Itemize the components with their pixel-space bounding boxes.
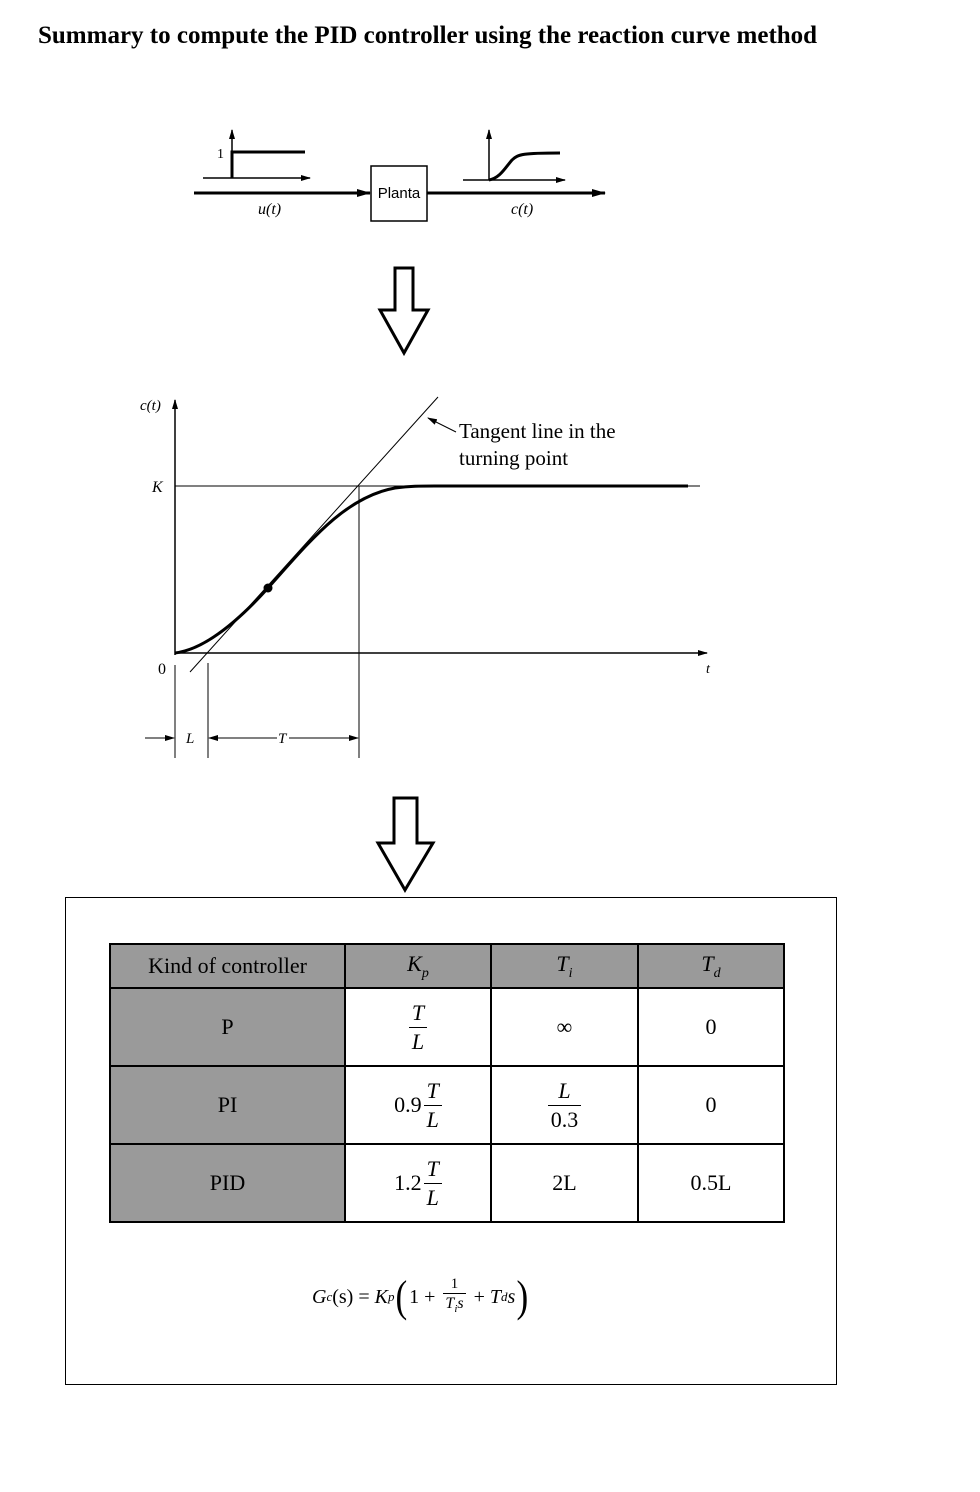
formula-td-s: s [507, 1285, 516, 1308]
output-response-plot [463, 130, 565, 180]
header-kp-main: K [407, 950, 422, 976]
formula-frac-num: 1 [443, 1275, 465, 1294]
kp-denominator: L [426, 1106, 439, 1132]
down-arrow-icon [380, 268, 428, 353]
header-ti-sub: i [568, 965, 573, 981]
steady-value-label: K [152, 479, 163, 496]
tangent-line [190, 397, 438, 672]
formula-td-sub: d [501, 1289, 508, 1304]
y-axis-label: c(t) [140, 398, 161, 414]
table-row [110, 988, 784, 1066]
plant-label: Planta [377, 185, 421, 202]
row-td: 0 [638, 1066, 784, 1144]
ti-fraction [548, 1077, 582, 1134]
kp-denominator: L [426, 1184, 439, 1210]
header-kind-label: Kind of controller [148, 953, 307, 978]
formula-td-t: T [489, 1285, 502, 1308]
kp-denominator: L [411, 1028, 425, 1054]
header-td-main: T [701, 950, 714, 976]
page-title: Summary to compute the PID controller using the reaction curve method [38, 22, 818, 49]
formula-plus: + [468, 1285, 490, 1308]
row-kp [345, 988, 491, 1066]
kp-fraction [409, 999, 427, 1056]
row-kind: P [110, 988, 345, 1066]
formula-k-sub: p [387, 1289, 395, 1304]
header-kp [345, 944, 491, 988]
kp-fraction [424, 1155, 442, 1212]
table-row [110, 1066, 784, 1144]
header-ti [491, 944, 638, 988]
row-td: 0 [638, 988, 784, 1066]
kp-coefficient: 1.2 [394, 1170, 422, 1195]
reaction-curve-graph [140, 397, 711, 758]
row-ti [491, 1066, 638, 1144]
row-kind: PID [110, 1144, 345, 1222]
ti-numerator: L [548, 1077, 582, 1106]
tangent-annotation-line2: turning point [459, 446, 569, 470]
formula-fraction [443, 1275, 465, 1319]
kp-numerator: T [409, 999, 427, 1028]
formula-frac-den-s: s [457, 1295, 464, 1312]
response-curve [175, 486, 688, 653]
kp-numerator: T [424, 1155, 442, 1184]
down-arrow-icon [378, 798, 433, 890]
formula-frac-den [443, 1294, 465, 1319]
formula-frac-den-sub: i [454, 1303, 458, 1315]
output-signal-label: c(t) [511, 201, 534, 218]
delay-label: L [186, 731, 195, 747]
header-kp-sub: p [421, 965, 429, 981]
tuning-table [109, 943, 785, 1223]
row-kp [345, 1144, 491, 1222]
formula-g-sub: c [326, 1289, 333, 1304]
formula-lhs-rest: (s) = [332, 1285, 375, 1308]
input-signal-label: u(t) [258, 201, 282, 218]
row-kind: PI [110, 1066, 345, 1144]
block-diagram [194, 130, 605, 221]
kp-fraction [424, 1077, 442, 1134]
formula-g: G [312, 1285, 327, 1308]
left-paren: ( [395, 1272, 408, 1321]
row-ti: 2L [491, 1144, 638, 1222]
header-td [638, 944, 784, 988]
time-constant-label: T [278, 731, 287, 747]
row-kp [345, 1066, 491, 1144]
header-kind [110, 944, 345, 988]
x-axis-label: t [706, 662, 710, 677]
ti-denominator: 0.3 [550, 1106, 579, 1132]
step-input-plot [203, 130, 310, 178]
table-header-row [110, 944, 784, 988]
right-paren: ) [516, 1272, 529, 1321]
step-amplitude-label: 1 [217, 147, 224, 162]
tangent-annotation-line1: Tangent line in the [459, 419, 616, 443]
pid-transfer-function [312, 1272, 530, 1321]
table-row [110, 1144, 784, 1222]
row-ti: ∞ [491, 988, 638, 1066]
header-td-sub: d [713, 965, 721, 981]
kp-coefficient: 0.9 [394, 1092, 422, 1117]
row-td: 0.5L [638, 1144, 784, 1222]
formula-k: K [374, 1285, 388, 1308]
formula-one-plus: 1 + [409, 1285, 441, 1308]
header-ti-main: T [556, 950, 569, 976]
origin-label: 0 [158, 661, 166, 678]
kp-numerator: T [424, 1077, 442, 1106]
formula-frac-den-t: T [445, 1295, 455, 1312]
inflection-point [264, 584, 273, 593]
